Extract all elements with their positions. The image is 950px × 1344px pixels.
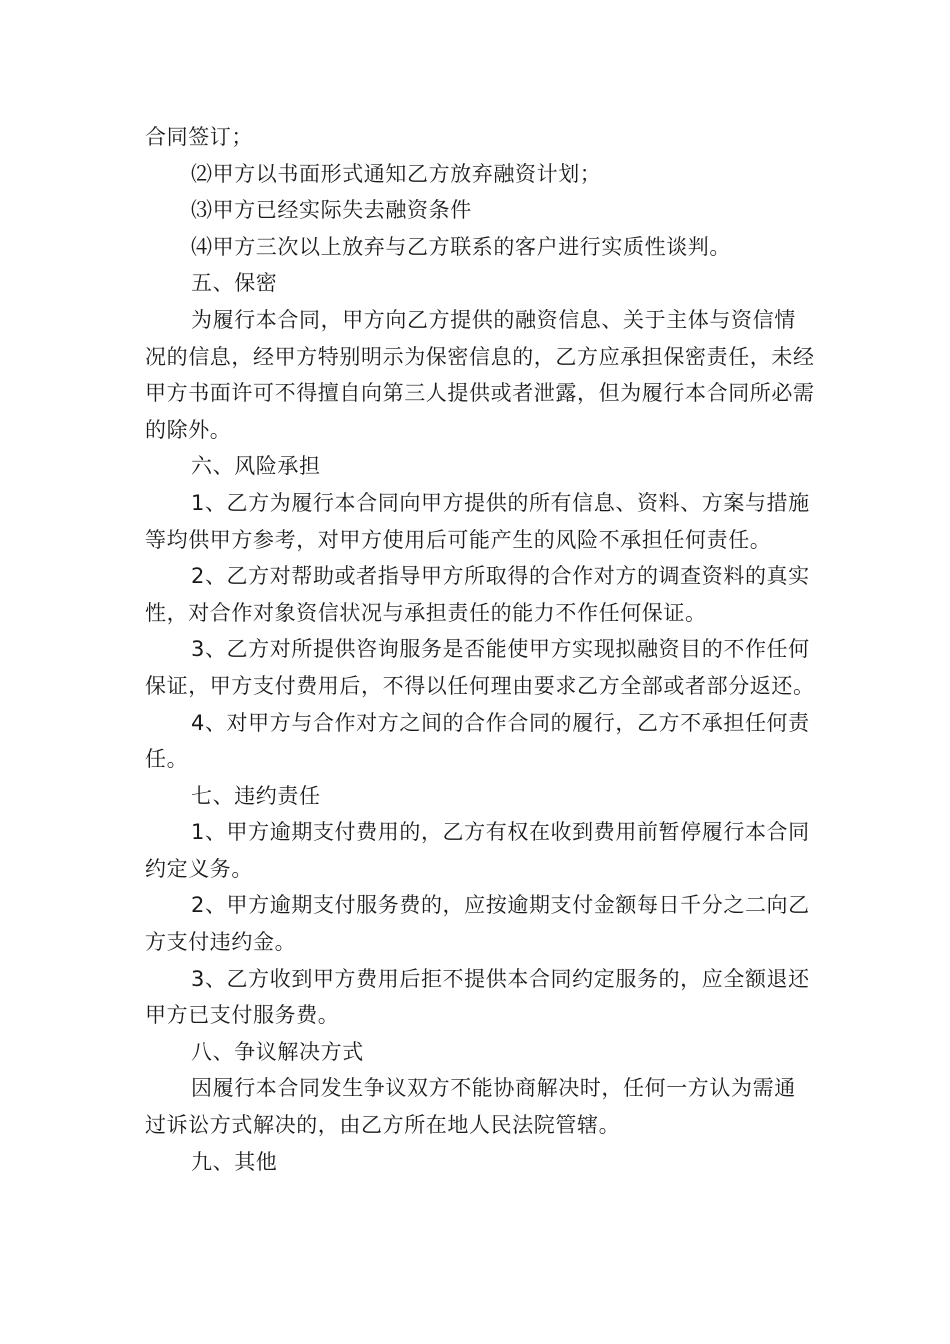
breach-item-3: 3、乙方收到甲方费用后拒不提供本合同约定服务的，应全额退还甲方已支付服务费。: [145, 966, 810, 1028]
section-heading-breach: 七、违约责任: [191, 783, 321, 808]
risk-item-2: 2、乙方对帮助或者指导甲方所取得的合作对方的调查资料的真实性，对合作对象资信状况与承担责任的能力不作任何保证。: [145, 564, 810, 625]
risk-item-4: 4、对甲方与合作对方之间的合作合同的履行，乙方不承担任何责任。: [145, 710, 810, 772]
section-heading-risk: 六、风险承担: [191, 454, 321, 479]
clause-item-3: ⑶甲方已经实际失去融资条件: [191, 198, 472, 223]
confidentiality-paragraph: 为履行本合同，甲方向乙方提供的融资信息、关于主体与资信情况的信息，经甲方特别明示为保密信息的，乙方应承担保密责任，未经甲方书面许可不得擅自向第三人提供或者泄露，但为履行本合同所必需的除外。: [145, 307, 815, 442]
document-body: [145, 119, 815, 1180]
clause-item-2: ⑵甲方以书面形式通知乙方放弃融资计划；: [191, 161, 602, 186]
risk-item-1: 1、乙方为履行本合同向甲方提供的所有信息、资料、方案与措施等均供甲方参考，对甲方使用后可能产生的风险不承担任何责任。: [145, 490, 810, 552]
section-heading-confidentiality: 五、保密: [191, 271, 278, 296]
breach-item-1: 1、甲方逾期支付费用的，乙方有权在收到费用前暂停履行本合同约定义务。: [145, 820, 810, 881]
dispute-paragraph: 因履行本合同发生争议双方不能协商解决时，任何一方认为需通过诉讼方式解决的，由乙方所在地人民法院管辖。: [145, 1076, 796, 1138]
paragraph-continuation: 合同签订；: [145, 125, 253, 149]
risk-item-3: 3、乙方对所提供咨询服务是否能使甲方实现拟融资目的不作任何保证，甲方支付费用后，不得以任何理由要求乙方全部或者部分返还。: [145, 637, 815, 698]
section-heading-other: 九、其他: [191, 1149, 278, 1174]
breach-item-2: 2、甲方逾期支付服务费的，应按逾期支付金额每日千分之二向乙方支付违约金。: [145, 893, 810, 955]
clause-item-4: ⑷甲方三次以上放弃与乙方联系的客户进行实质性谈判。: [191, 234, 731, 259]
section-heading-dispute: 八、争议解决方式: [191, 1039, 364, 1064]
